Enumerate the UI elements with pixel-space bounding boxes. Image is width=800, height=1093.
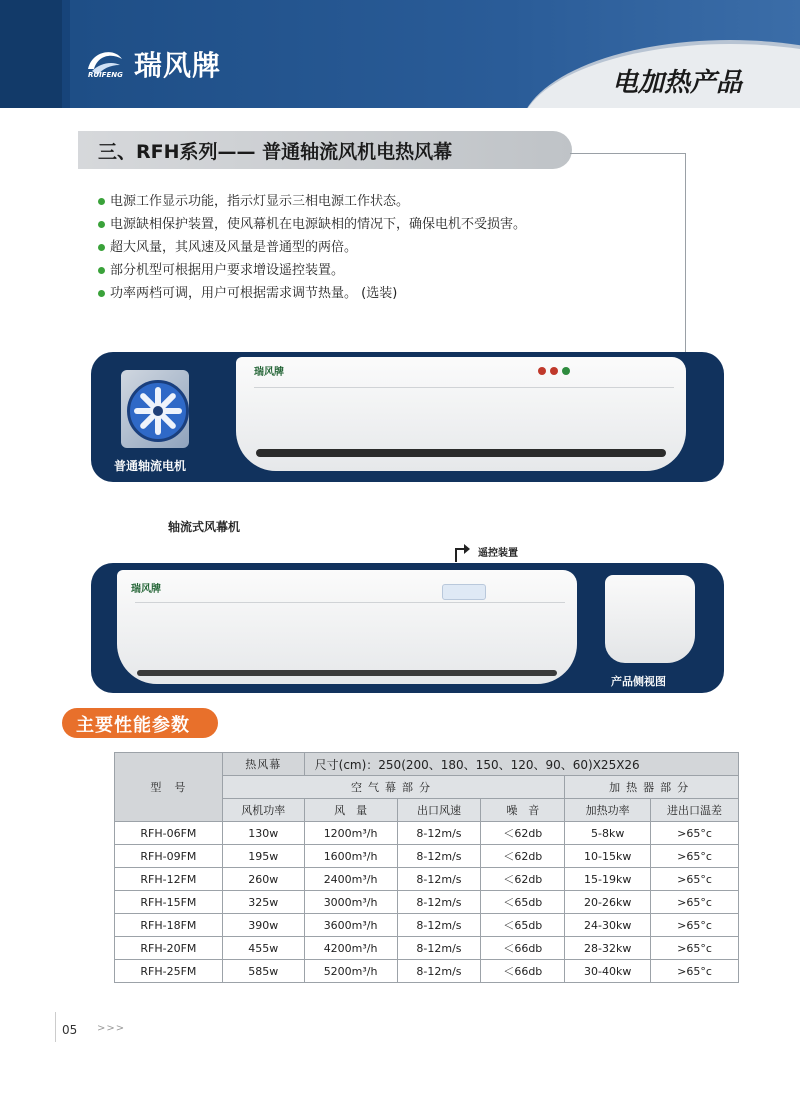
col-header: 出口风速 [397,799,481,822]
air-curtain-remote-image [117,570,577,684]
fan-swirl-icon [82,45,126,83]
cell-flow: 3600m³/h [304,914,397,937]
cell-flow: 4200m³/h [304,937,397,960]
motor-caption: 普通轴流电机 [114,459,187,473]
brand-sub: RUIFENG [88,71,123,79]
brand-name: 瑞风牌 [134,49,222,82]
cell-temp: >65°c [651,868,739,891]
cell-heat: 30-40kw [565,960,651,983]
page-title: 三、RFH系列—— 普通轴流风机电热风幕 [98,141,453,163]
cell-speed: 8-12m/s [397,868,481,891]
table-row [115,868,739,891]
params-heading [62,708,218,738]
col-header: 噪 音 [481,799,565,822]
cell-model: RFH-25FM [115,960,223,983]
section-title: 电加热产品 [611,68,742,98]
size-spec: 尺寸(cm)：250(200、180、150、120、90、60)X25X26 [304,753,738,776]
cell-power: 130w [222,822,304,845]
cell-temp: >65°c [651,891,739,914]
cell-temp: >65°c [651,822,739,845]
cell-heat: 24-30kw [565,914,651,937]
cell-model: RFH-18FM [115,914,223,937]
feature-item: 电源缺相保护装置，使风幕机在电源缺相的情况下，确保电机不受损害。 [98,213,526,236]
cell-heat: 28-32kw [565,937,651,960]
cell-noise: ＜62db [481,868,565,891]
cell-speed: 8-12m/s [397,845,481,868]
feature-list [98,190,526,305]
cell-speed: 8-12m/s [397,960,481,983]
cell-temp: >65°c [651,845,739,868]
col-header: 进出口温差 [651,799,739,822]
red-light-icon [550,367,558,375]
feature-item: 超大风量，其风速及风量是普通型的两倍。 [98,236,526,259]
cell-flow: 1200m³/h [304,822,397,845]
cell-heat: 20-26kw [565,891,651,914]
feature-item: 电源工作显示功能，指示灯显示三相电源工作状态。 [98,190,526,213]
red-light-icon [538,367,546,375]
table-row [115,845,739,868]
remote-label: 遥控装置 [478,548,518,559]
header-strip [0,0,62,108]
unit-logo: 瑞风牌 [131,584,161,595]
table-row [115,891,739,914]
cell-noise: ＜65db [481,891,565,914]
col-header: 风机功率 [222,799,304,822]
cell-flow: 2400m³/h [304,868,397,891]
footer-divider [55,1012,56,1042]
remote-receiver [442,584,486,600]
cell-model: RFH-20FM [115,937,223,960]
side-caption: 产品侧视图 [611,675,666,688]
table-row [115,822,739,845]
col-header: 风 量 [304,799,397,822]
spec-table [114,752,739,983]
cell-model: RFH-12FM [115,868,223,891]
page-arrows: >>> [97,1023,126,1034]
cell-temp: >65°c [651,937,739,960]
cell-flow: 3000m³/h [304,891,397,914]
cell-noise: ＜62db [481,822,565,845]
col-header: 加热功率 [565,799,651,822]
feature-item: 部分机型可根据用户要求增设遥控装置。 [98,259,526,282]
brand-logo [82,44,221,84]
cell-heat: 10-15kw [565,845,651,868]
arrow-head-icon [464,544,470,554]
cell-noise: ＜65db [481,914,565,937]
params-heading-text: 主要性能参数 [76,715,190,736]
cell-model: RFH-06FM [115,822,223,845]
unit-logo: 瑞风牌 [254,367,284,378]
cell-model: RFH-09FM [115,845,223,868]
axial-motor-image [121,370,189,448]
cell-heat: 15-19kw [565,868,651,891]
cell-power: 325w [222,891,304,914]
guide-line [570,153,685,154]
axial-label: 轴流式风幕机 [168,520,241,534]
cell-speed: 8-12m/s [397,937,481,960]
cell-temp: >65°c [651,914,739,937]
cell-temp: >65°c [651,960,739,983]
cell-power: 455w [222,937,304,960]
cell-flow: 5200m³/h [304,960,397,983]
table-row [115,914,739,937]
cell-power: 195w [222,845,304,868]
table-row [115,960,739,983]
guide-line [685,153,686,353]
feature-item: 功率两档可调，用户可根据需求调节热量。 (选装) [98,282,526,305]
group-air: 空气幕部分 [222,776,564,799]
green-light-icon [562,367,570,375]
page-number: 05 [62,1023,78,1037]
cell-noise: ＜62db [481,845,565,868]
cell-speed: 8-12m/s [397,891,481,914]
cell-power: 585w [222,960,304,983]
cell-power: 390w [222,914,304,937]
cell-power: 260w [222,868,304,891]
cell-speed: 8-12m/s [397,822,481,845]
cell-flow: 1600m³/h [304,845,397,868]
side-view-image [605,575,695,663]
table-row [115,937,739,960]
indicator-lights [538,367,570,375]
cell-heat: 5-8kw [565,822,651,845]
model-header: 型 号 [115,753,223,822]
top-left-label: 热风幕 [222,753,304,776]
cell-noise: ＜66db [481,960,565,983]
cell-model: RFH-15FM [115,891,223,914]
page-header [0,0,800,108]
group-heater: 加热器部分 [565,776,739,799]
cell-noise: ＜66db [481,937,565,960]
title-bar [78,131,572,169]
cell-speed: 8-12m/s [397,914,481,937]
air-curtain-image [236,357,686,471]
fan-icon [127,380,189,442]
